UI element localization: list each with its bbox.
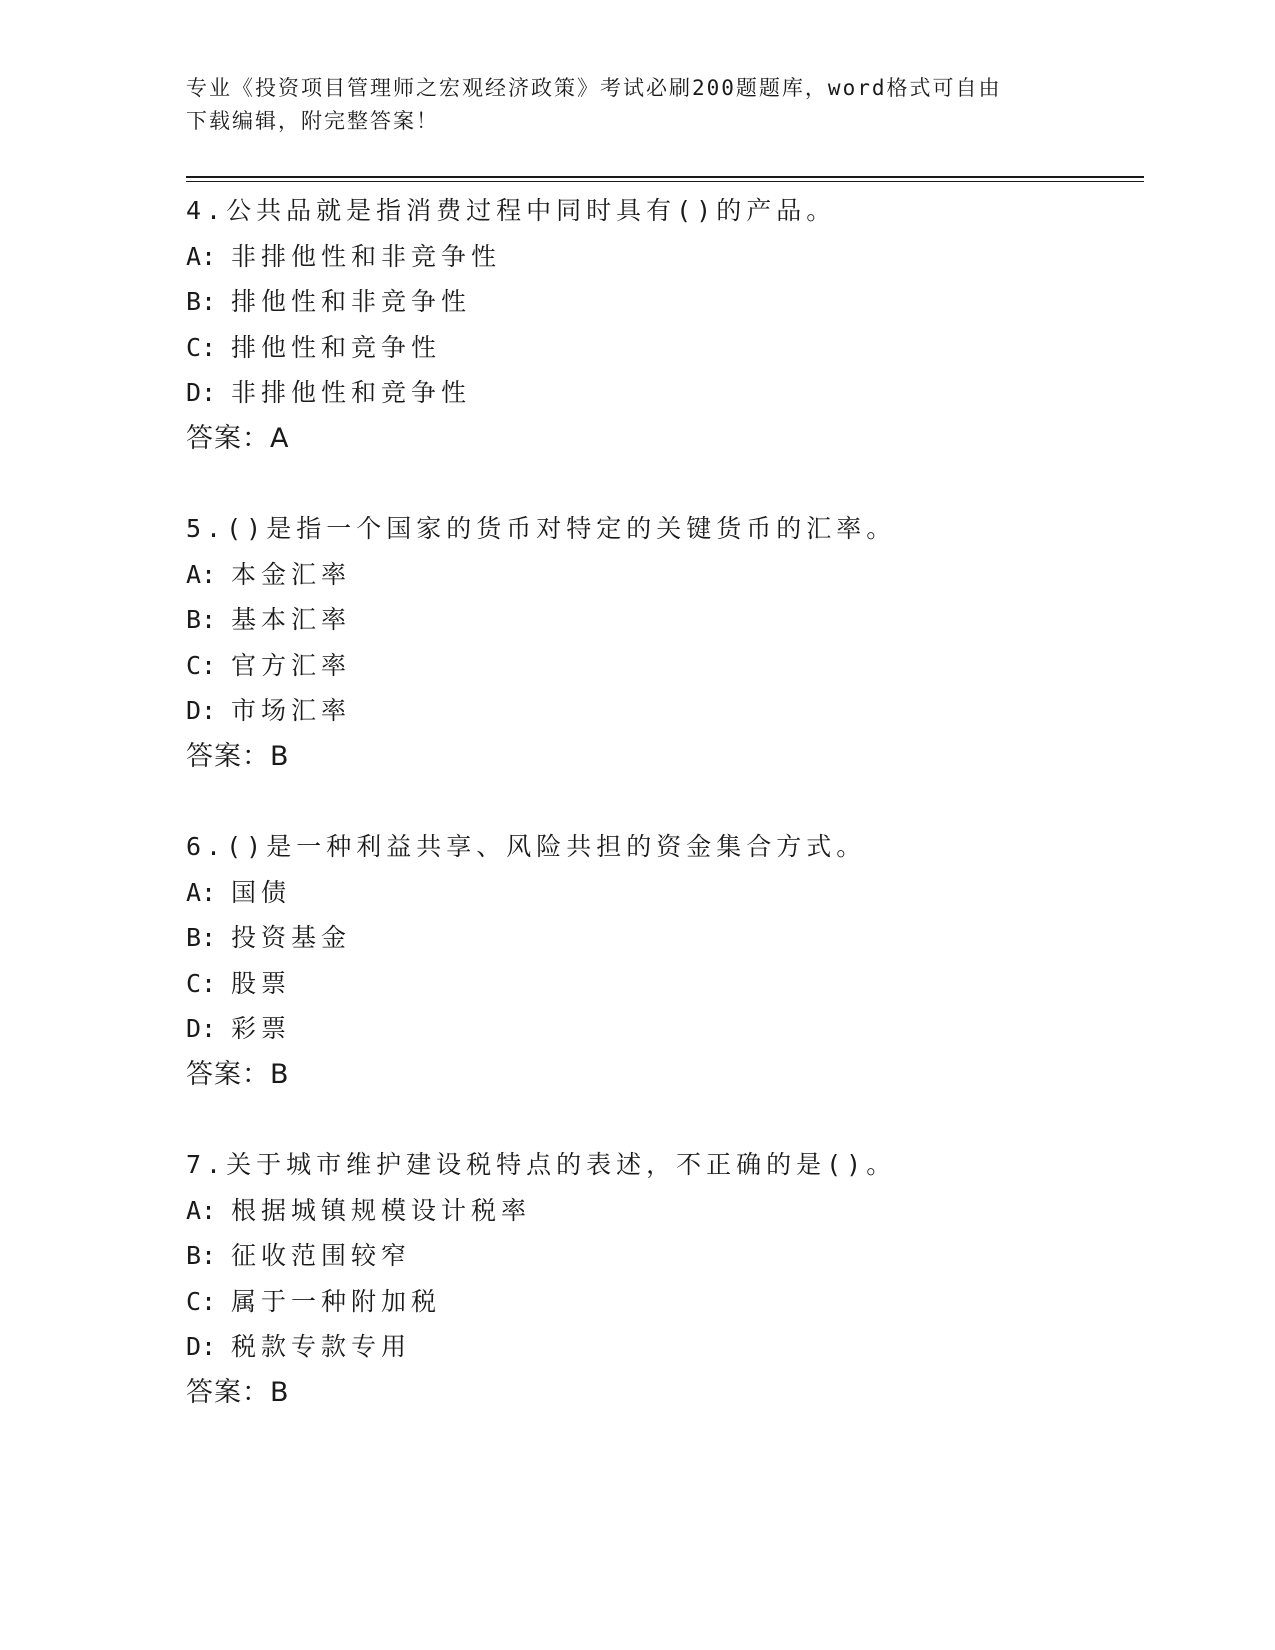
option-c	[186, 643, 1136, 689]
option-text: 官方汇率	[231, 650, 352, 680]
option-d	[186, 688, 1136, 734]
option-text: 属于一种附加税	[231, 1286, 442, 1316]
option-letter: D:	[186, 378, 217, 407]
option-text: 征收范围较窄	[231, 1241, 412, 1270]
option-text: 非排他性和竞争性	[231, 378, 472, 407]
option-letter: D:	[186, 1014, 217, 1043]
option-text: 根据城镇规模设计税率	[231, 1195, 532, 1225]
answer-line: 答案：B	[186, 740, 290, 772]
option-a	[186, 234, 1136, 280]
option-letter: B:	[186, 1241, 217, 1270]
question-stem: 5.()是指一个国家的货币对特定的关键货币的汇率。	[186, 514, 897, 543]
question-4	[186, 188, 1136, 506]
option-text: 排他性和竞争性	[231, 332, 442, 362]
option-a	[186, 870, 1136, 916]
option-text: 彩票	[231, 1014, 292, 1043]
option-letter: C:	[186, 650, 217, 680]
option-letter: C:	[186, 968, 217, 998]
option-b	[186, 279, 1136, 325]
question-list	[186, 188, 1136, 1460]
option-letter: B:	[186, 287, 217, 316]
header-line-1: 专业《投资项目管理师之宏观经济政策》考试必刷200题题库，word格式可自由	[186, 76, 1002, 100]
header-line-2: 下载编辑，附完整答案！	[186, 109, 439, 133]
option-d	[186, 1006, 1136, 1052]
option-letter: A:	[186, 1195, 217, 1225]
question-6	[186, 824, 1136, 1142]
question-7	[186, 1142, 1136, 1460]
option-b	[186, 597, 1136, 643]
option-text: 本金汇率	[231, 559, 352, 589]
option-text: 市场汇率	[231, 696, 352, 725]
option-c	[186, 325, 1136, 371]
option-text: 基本汇率	[231, 605, 352, 634]
option-letter: A:	[186, 877, 217, 907]
option-a	[186, 1188, 1136, 1234]
option-text: 股票	[231, 968, 292, 998]
option-d	[186, 370, 1136, 416]
option-letter: D:	[186, 696, 217, 725]
header-divider-thick	[186, 176, 1144, 178]
option-text: 国债	[231, 877, 292, 907]
answer-line: 答案：B	[186, 1376, 290, 1408]
answer-line: 答案：A	[186, 422, 290, 454]
option-b	[186, 915, 1136, 961]
option-b	[186, 1233, 1136, 1279]
option-letter: A:	[186, 559, 217, 589]
option-c	[186, 961, 1136, 1007]
question-stem: 6.()是一种利益共享、风险共担的资金集合方式。	[186, 832, 867, 861]
option-letter: B:	[186, 605, 217, 634]
option-d	[186, 1324, 1136, 1370]
option-a	[186, 552, 1136, 598]
option-letter: C:	[186, 1286, 217, 1316]
option-text: 投资基金	[231, 923, 352, 952]
option-letter: A:	[186, 241, 217, 271]
question-stem: 4.公共品就是指消费过程中同时具有()的产品。	[186, 196, 837, 225]
question-stem: 7.关于城市维护建设税特点的表述，不正确的是()。	[186, 1150, 897, 1179]
document-header	[186, 72, 1066, 138]
option-letter: D:	[186, 1332, 217, 1361]
option-text: 非排他性和非竞争性	[231, 241, 502, 271]
option-text: 税款专款专用	[231, 1332, 412, 1361]
answer-line: 答案：B	[186, 1058, 290, 1090]
question-5	[186, 506, 1136, 824]
option-letter: B:	[186, 923, 217, 952]
option-letter: C:	[186, 332, 217, 362]
option-c	[186, 1279, 1136, 1325]
header-divider-thin	[186, 181, 1144, 182]
option-text: 排他性和非竞争性	[231, 287, 472, 316]
